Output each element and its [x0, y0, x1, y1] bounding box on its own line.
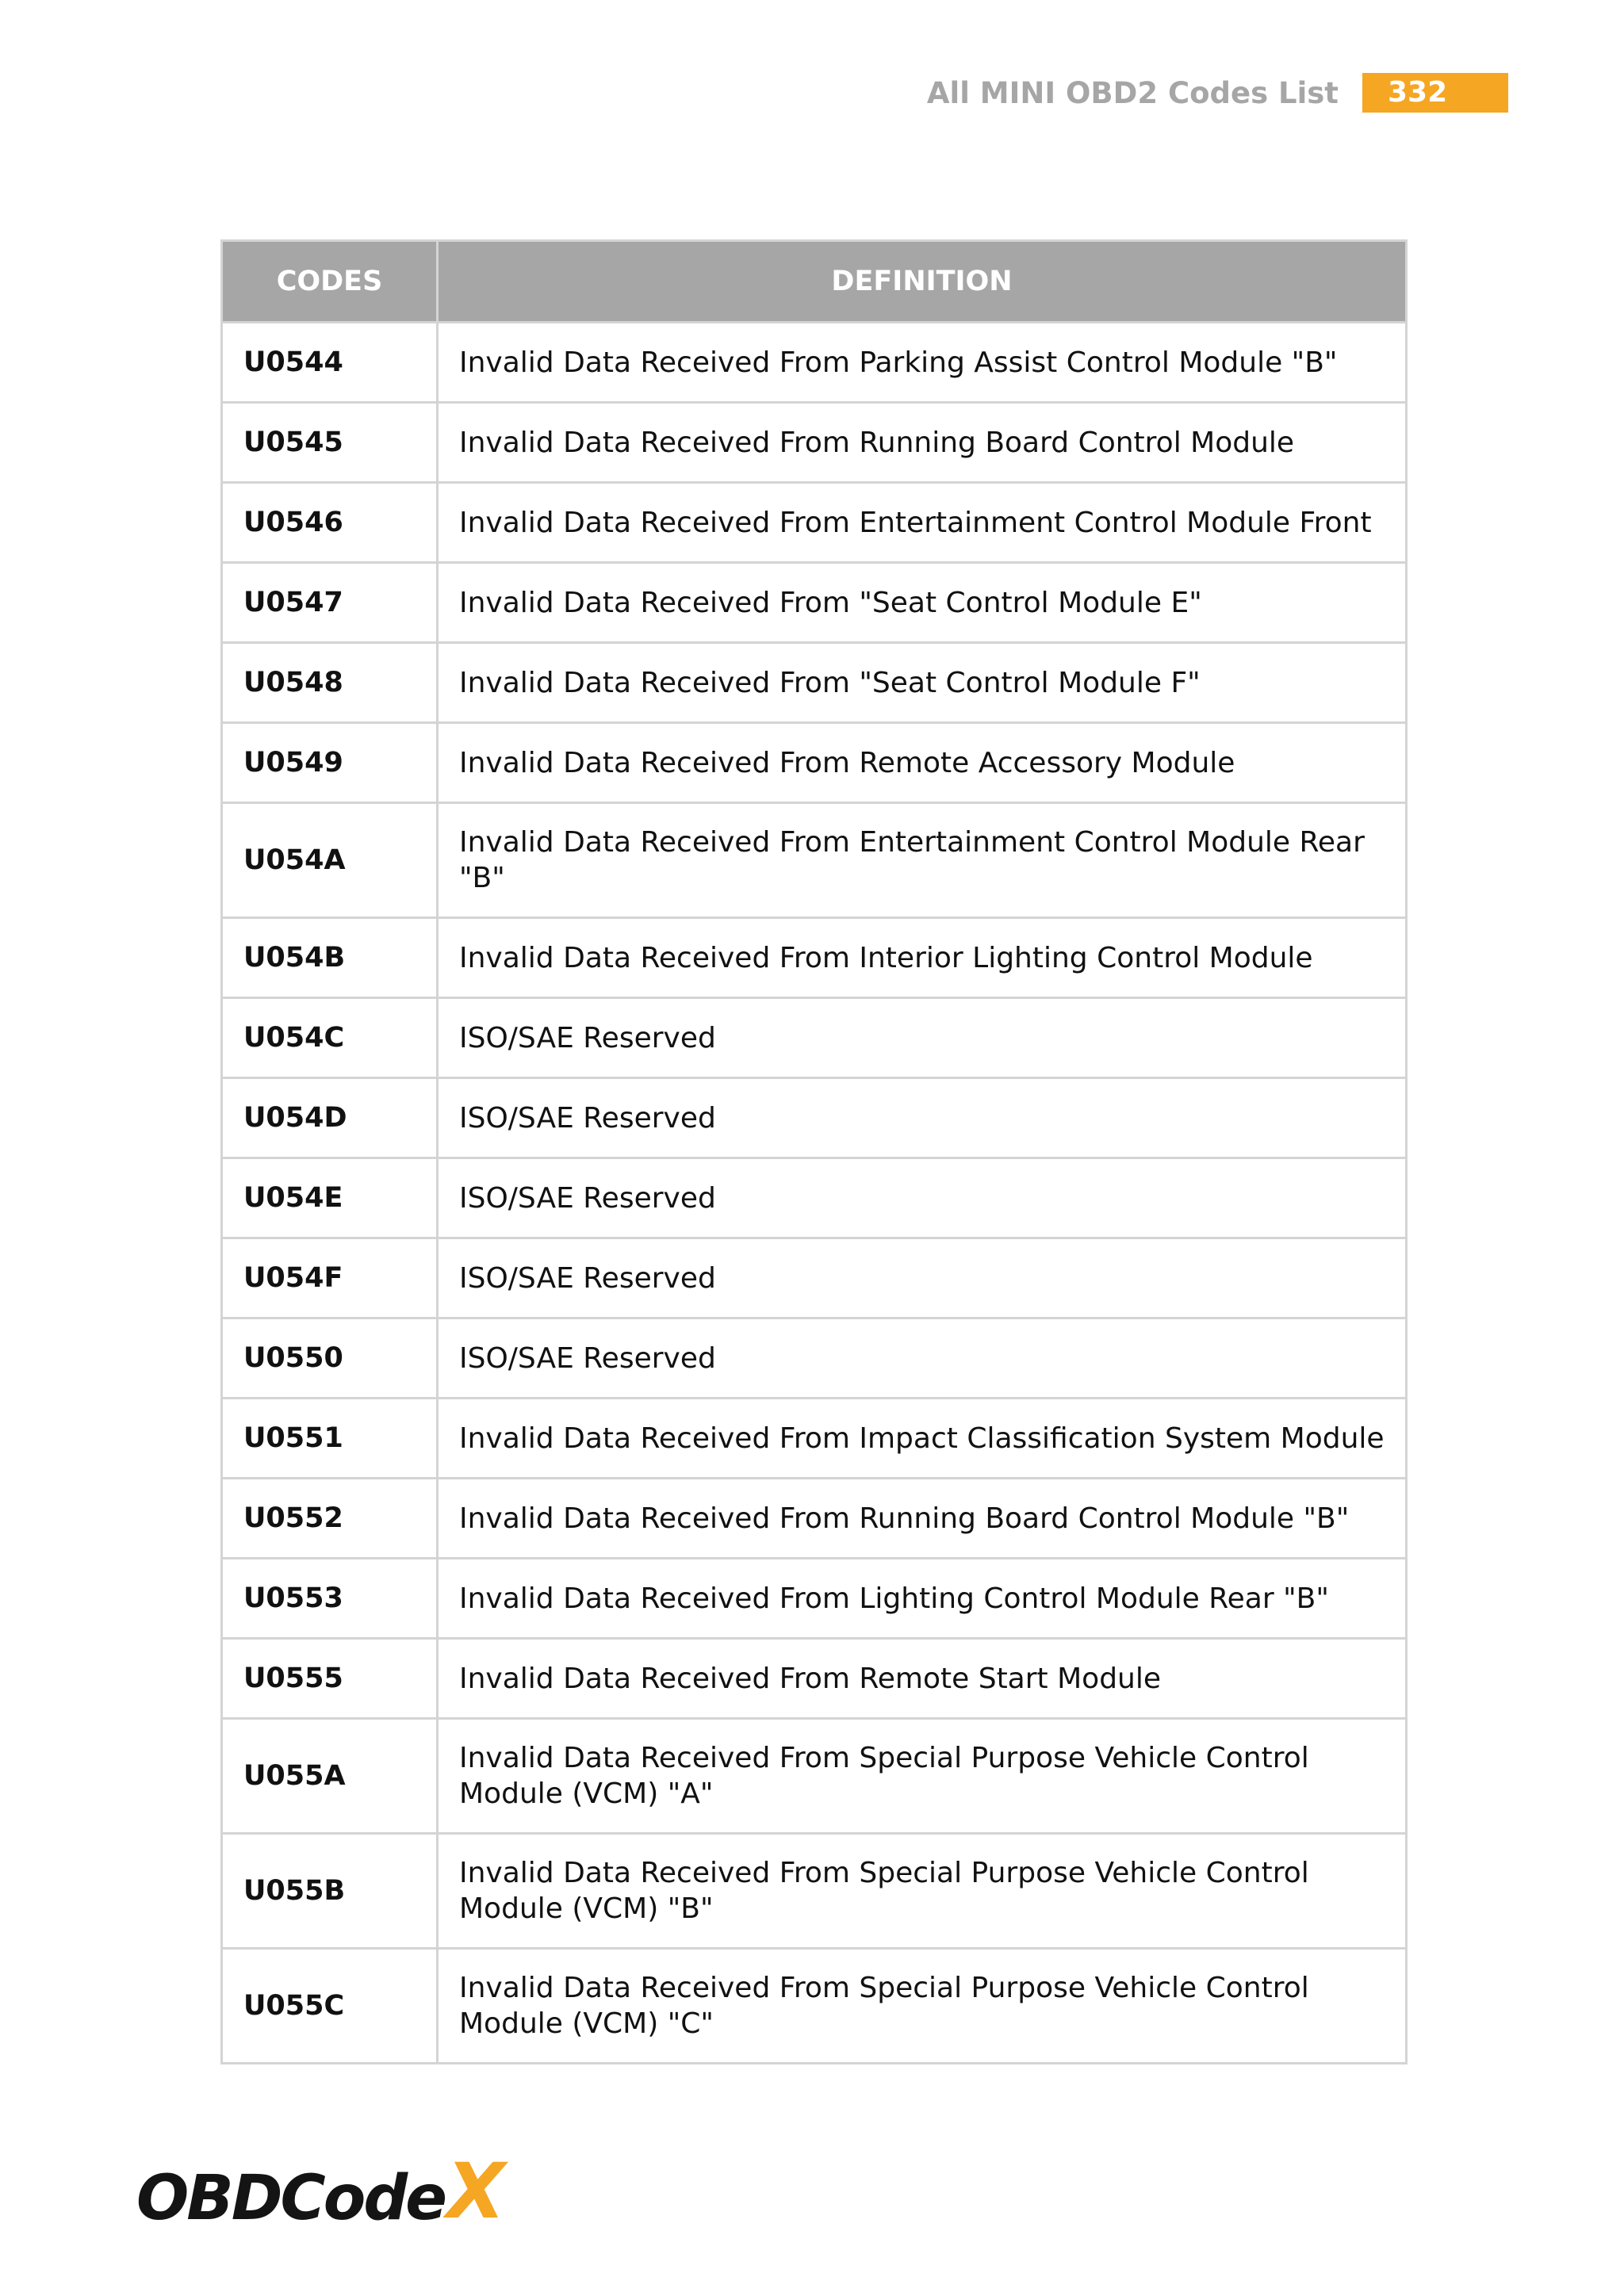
- code-cell: U0548: [222, 643, 438, 723]
- table-row: [222, 643, 1407, 723]
- page-header: [927, 73, 1508, 113]
- table-row: [222, 1479, 1407, 1559]
- table-row: [222, 403, 1407, 483]
- table-row: [222, 1399, 1407, 1479]
- definition-cell: Invalid Data Received From Special Purpose Vehicle Control Module (VCM) "A": [438, 1719, 1407, 1834]
- code-cell: U055C: [222, 1949, 438, 2064]
- definition-cell: Invalid Data Received From Running Board Control Module: [438, 403, 1407, 483]
- table-row: [222, 1078, 1407, 1158]
- obdcodex-logo: [136, 2147, 504, 2236]
- document-title: All MINI OBD2 Codes List: [926, 75, 1339, 110]
- definition-cell: Invalid Data Received From Running Board Control Module "B": [438, 1479, 1407, 1559]
- definition-cell: Invalid Data Received From "Seat Control Module E": [438, 563, 1407, 643]
- table-header-row: [222, 241, 1407, 323]
- table-row: [222, 723, 1407, 803]
- code-cell: U0545: [222, 403, 438, 483]
- definition-cell: ISO/SAE Reserved: [438, 1158, 1407, 1238]
- table-row: [222, 563, 1407, 643]
- code-cell: U0550: [222, 1318, 438, 1399]
- table-row: [222, 1559, 1407, 1639]
- definition-cell: Invalid Data Received From Impact Classification System Module: [438, 1399, 1407, 1479]
- definition-cell: Invalid Data Received From "Seat Control Module F": [438, 643, 1407, 723]
- definition-cell: Invalid Data Received From Remote Accessory Module: [438, 723, 1407, 803]
- definition-cell: Invalid Data Received From Special Purpose Vehicle Control Module (VCM) "B": [438, 1834, 1407, 1949]
- code-cell: U054C: [222, 998, 438, 1078]
- table-row: [222, 1639, 1407, 1719]
- definition-cell: ISO/SAE Reserved: [438, 1318, 1407, 1399]
- code-cell: U0555: [222, 1639, 438, 1719]
- column-header-definition: DEFINITION: [438, 241, 1407, 323]
- table-row: [222, 1834, 1407, 1949]
- table-row: [222, 998, 1407, 1078]
- definition-cell: Invalid Data Received From Interior Lighting Control Module: [438, 918, 1407, 998]
- logo-x-mark: X: [446, 2147, 504, 2236]
- code-cell: U0553: [222, 1559, 438, 1639]
- code-cell: U0552: [222, 1479, 438, 1559]
- code-cell: U0551: [222, 1399, 438, 1479]
- code-cell: U055A: [222, 1719, 438, 1834]
- table-row: [222, 1158, 1407, 1238]
- definition-cell: ISO/SAE Reserved: [438, 1078, 1407, 1158]
- code-cell: U055B: [222, 1834, 438, 1949]
- code-cell: U054B: [222, 918, 438, 998]
- definition-cell: Invalid Data Received From Remote Start Module: [438, 1639, 1407, 1719]
- code-cell: U054A: [222, 803, 438, 918]
- code-cell: U054F: [222, 1238, 438, 1318]
- definition-cell: Invalid Data Received From Entertainment Control Module Rear "B": [438, 803, 1407, 918]
- table-row: [222, 918, 1407, 998]
- definition-cell: Invalid Data Received From Lighting Control Module Rear "B": [438, 1559, 1407, 1639]
- code-cell: U0544: [222, 323, 438, 403]
- code-cell: U0546: [222, 483, 438, 563]
- table-row: [222, 1318, 1407, 1399]
- table-row: [222, 1719, 1407, 1834]
- code-cell: U054E: [222, 1158, 438, 1238]
- code-cell: U054D: [222, 1078, 438, 1158]
- table-row: [222, 803, 1407, 918]
- page-number-badge: 332: [1362, 73, 1508, 113]
- definition-cell: Invalid Data Received From Entertainment Control Module Front: [438, 483, 1407, 563]
- table-row: [222, 483, 1407, 563]
- table-row: [222, 1238, 1407, 1318]
- column-header-codes: CODES: [222, 241, 438, 323]
- table-row: [222, 323, 1407, 403]
- logo-wordmark: OBDCode: [136, 2163, 446, 2234]
- definition-cell: Invalid Data Received From Special Purpose Vehicle Control Module (VCM) "C": [438, 1949, 1407, 2064]
- code-cell: U0547: [222, 563, 438, 643]
- definition-cell: Invalid Data Received From Parking Assist Control Module "B": [438, 323, 1407, 403]
- table-row: [222, 1949, 1407, 2064]
- code-cell: U0549: [222, 723, 438, 803]
- definition-cell: ISO/SAE Reserved: [438, 1238, 1407, 1318]
- obd-codes-table: [220, 239, 1408, 2064]
- definition-cell: ISO/SAE Reserved: [438, 998, 1407, 1078]
